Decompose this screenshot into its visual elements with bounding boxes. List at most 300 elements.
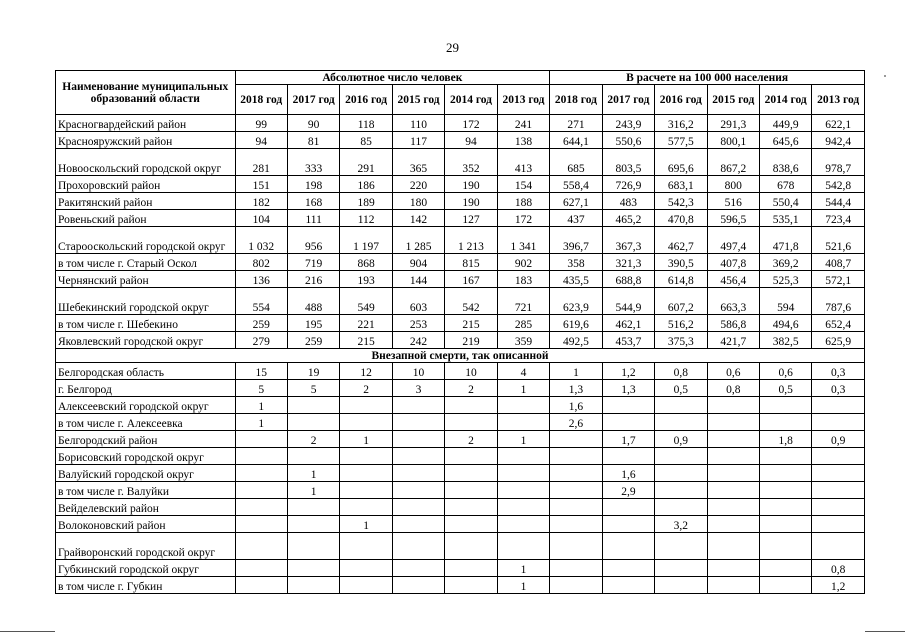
- row-name: Красногвардейский район: [56, 115, 236, 132]
- cell-value: 375,3: [655, 332, 707, 349]
- cell-value: 942,4: [812, 132, 865, 149]
- cell-value: 104: [235, 210, 287, 227]
- table-row: [56, 149, 865, 176]
- cell-value: [445, 465, 497, 482]
- cell-value: 558,4: [550, 176, 602, 193]
- cell-value: 1 032: [235, 227, 287, 254]
- row-name: Борисовский городской округ: [56, 448, 236, 465]
- cell-value: 359: [497, 332, 550, 349]
- cell-value: 0,3: [812, 380, 865, 397]
- cell-value: 607,2: [655, 288, 707, 315]
- cell-value: [392, 431, 444, 448]
- row-name: Ракитянский район: [56, 193, 236, 210]
- cell-value: 902: [497, 254, 550, 271]
- table-row: [56, 193, 865, 210]
- cell-value: 1,3: [602, 380, 654, 397]
- cell-value: [550, 533, 602, 560]
- cell-value: [340, 577, 392, 594]
- cell-value: 215: [445, 315, 497, 332]
- cell-value: [759, 397, 811, 414]
- cell-value: [340, 448, 392, 465]
- cell-value: 1: [235, 397, 287, 414]
- cell-value: 85: [340, 132, 392, 149]
- cell-value: 652,4: [812, 315, 865, 332]
- cell-value: 978,7: [812, 149, 865, 176]
- row-name: Новооскольский городской округ: [56, 149, 236, 176]
- cell-value: 390,5: [655, 254, 707, 271]
- cell-value: [235, 577, 287, 594]
- cell-value: 408,7: [812, 254, 865, 271]
- cell-value: 365: [392, 149, 444, 176]
- cell-value: 0,3: [812, 363, 865, 380]
- cell-value: 800,1: [707, 132, 759, 149]
- cell-value: 2: [445, 380, 497, 397]
- cell-value: [340, 465, 392, 482]
- year-header: 2013 год: [497, 85, 550, 115]
- row-name: Краснояружский район: [56, 132, 236, 149]
- cell-value: 291: [340, 149, 392, 176]
- cell-value: 586,8: [707, 315, 759, 332]
- cell-value: 180: [392, 193, 444, 210]
- cell-value: 867,2: [707, 149, 759, 176]
- cell-value: 271: [550, 115, 602, 132]
- cell-value: 3,2: [655, 516, 707, 533]
- cell-value: 0,5: [655, 380, 707, 397]
- cell-value: 94: [235, 132, 287, 149]
- cell-value: 253: [392, 315, 444, 332]
- cell-value: 2: [287, 431, 339, 448]
- cell-value: 465,2: [602, 210, 654, 227]
- cell-value: 19: [287, 363, 339, 380]
- cell-value: [497, 414, 550, 431]
- cell-value: [497, 516, 550, 533]
- cell-value: [602, 397, 654, 414]
- cell-value: 1: [497, 560, 550, 577]
- cell-value: 12: [340, 363, 392, 380]
- cell-value: 462,1: [602, 315, 654, 332]
- table-row: [56, 560, 865, 577]
- cell-value: [235, 431, 287, 448]
- cell-value: 190: [445, 176, 497, 193]
- row-name: Белгородская область: [56, 363, 236, 380]
- year-header: 2018 год: [235, 85, 287, 115]
- cell-value: [235, 560, 287, 577]
- table-row: [56, 363, 865, 380]
- cell-value: 421,7: [707, 332, 759, 349]
- cell-value: 0,8: [707, 380, 759, 397]
- cell-value: [445, 577, 497, 594]
- cell-value: 470,8: [655, 210, 707, 227]
- cell-value: 815: [445, 254, 497, 271]
- cell-value: [550, 499, 602, 516]
- table-row: [56, 288, 865, 315]
- cell-value: [392, 448, 444, 465]
- cell-value: [235, 482, 287, 499]
- cell-value: 904: [392, 254, 444, 271]
- cell-value: [340, 414, 392, 431]
- cell-value: [445, 516, 497, 533]
- cell-value: 4: [497, 363, 550, 380]
- cell-value: 291,3: [707, 115, 759, 132]
- cell-value: 542,8: [812, 176, 865, 193]
- cell-value: 483: [602, 193, 654, 210]
- year-header: 2015 год: [707, 85, 759, 115]
- cell-value: [497, 448, 550, 465]
- cell-value: 723,4: [812, 210, 865, 227]
- cell-value: [392, 577, 444, 594]
- table-row: [56, 115, 865, 132]
- row-name: Вейделевский район: [56, 499, 236, 516]
- row-name: Яковлевский городской округ: [56, 332, 236, 349]
- table-row: [56, 332, 865, 349]
- table-row: [56, 397, 865, 414]
- row-name: Ровеньский район: [56, 210, 236, 227]
- row-name: Шебекинский городской округ: [56, 288, 236, 315]
- cell-value: 198: [287, 176, 339, 193]
- cell-value: 449,9: [759, 115, 811, 132]
- cell-value: [550, 516, 602, 533]
- cell-value: [445, 560, 497, 577]
- row-name: в том числе г. Губкин: [56, 577, 236, 594]
- table-row: [56, 176, 865, 193]
- row-name: Алексеевский городской округ: [56, 397, 236, 414]
- table-row: [56, 431, 865, 448]
- cell-value: [655, 499, 707, 516]
- cell-value: 550,4: [759, 193, 811, 210]
- cell-value: 619,6: [550, 315, 602, 332]
- row-name: в том числе г. Валуйки: [56, 482, 236, 499]
- cell-value: 112: [340, 210, 392, 227]
- cell-value: 111: [287, 210, 339, 227]
- cell-value: [707, 431, 759, 448]
- row-name: Губкинский городской округ: [56, 560, 236, 577]
- cell-value: 0,8: [655, 363, 707, 380]
- year-header: 2016 год: [655, 85, 707, 115]
- cell-value: 838,6: [759, 149, 811, 176]
- row-name: в том числе г. Шебекино: [56, 315, 236, 332]
- cell-value: [287, 560, 339, 577]
- cell-value: 1: [340, 516, 392, 533]
- cell-value: 435,5: [550, 271, 602, 288]
- table-row: [56, 465, 865, 482]
- cell-value: 172: [497, 210, 550, 227]
- cell-value: [812, 499, 865, 516]
- cell-value: 695,6: [655, 149, 707, 176]
- cell-value: [550, 577, 602, 594]
- cell-value: 151: [235, 176, 287, 193]
- cell-value: 195: [287, 315, 339, 332]
- cell-value: 1: [235, 414, 287, 431]
- cell-value: 285: [497, 315, 550, 332]
- table-row: [56, 210, 865, 227]
- cell-value: 2: [340, 380, 392, 397]
- bottom-rule-left: [0, 631, 55, 632]
- cell-value: 1: [340, 431, 392, 448]
- cell-value: 1 285: [392, 227, 444, 254]
- cell-value: 471,8: [759, 227, 811, 254]
- cell-value: 188: [497, 193, 550, 210]
- cell-value: [707, 482, 759, 499]
- cell-value: [497, 533, 550, 560]
- row-name: Белгородский район: [56, 431, 236, 448]
- cell-value: 1: [497, 577, 550, 594]
- cell-value: [707, 448, 759, 465]
- cell-value: 144: [392, 271, 444, 288]
- cell-value: [759, 448, 811, 465]
- cell-value: 2,9: [602, 482, 654, 499]
- cell-value: [392, 560, 444, 577]
- cell-value: 572,1: [812, 271, 865, 288]
- cell-value: [287, 448, 339, 465]
- cell-value: [235, 516, 287, 533]
- cell-value: 215: [340, 332, 392, 349]
- cell-value: 0,8: [812, 560, 865, 577]
- cell-value: 1: [287, 482, 339, 499]
- cell-value: 1,8: [759, 431, 811, 448]
- cell-value: 367,3: [602, 227, 654, 254]
- cell-value: 456,4: [707, 271, 759, 288]
- cell-value: [707, 414, 759, 431]
- cell-value: [707, 397, 759, 414]
- cell-value: [707, 465, 759, 482]
- cell-value: 0,9: [812, 431, 865, 448]
- row-name: Чернянский район: [56, 271, 236, 288]
- cell-value: [602, 577, 654, 594]
- cell-value: [759, 499, 811, 516]
- cell-value: 110: [392, 115, 444, 132]
- cell-value: 802: [235, 254, 287, 271]
- cell-value: 0,9: [655, 431, 707, 448]
- cell-value: [445, 499, 497, 516]
- header-per-100k: В расчете на 100 000 населения: [550, 71, 865, 85]
- cell-value: 678: [759, 176, 811, 193]
- cell-value: 719: [287, 254, 339, 271]
- cell-value: [497, 499, 550, 516]
- table-row: [56, 577, 865, 594]
- cell-value: 549: [340, 288, 392, 315]
- table-row: [56, 448, 865, 465]
- cell-value: 321,3: [602, 254, 654, 271]
- year-header: 2013 год: [812, 85, 865, 115]
- cell-value: [602, 448, 654, 465]
- cell-value: [550, 431, 602, 448]
- cell-value: 1 213: [445, 227, 497, 254]
- cell-value: 603: [392, 288, 444, 315]
- table-row: [56, 315, 865, 332]
- cell-value: 645,6: [759, 132, 811, 149]
- row-name: в том числе г. Старый Оскол: [56, 254, 236, 271]
- table-row: [56, 132, 865, 149]
- cell-value: [655, 397, 707, 414]
- cell-value: [759, 482, 811, 499]
- cell-value: [812, 448, 865, 465]
- cell-value: [445, 448, 497, 465]
- cell-value: 1,6: [602, 465, 654, 482]
- cell-value: [655, 414, 707, 431]
- table-row: [56, 533, 865, 560]
- cell-value: [392, 499, 444, 516]
- cell-value: 221: [340, 315, 392, 332]
- cell-value: [602, 516, 654, 533]
- cell-value: [550, 560, 602, 577]
- cell-value: 138: [497, 132, 550, 149]
- cell-value: [392, 482, 444, 499]
- cell-value: 1,2: [602, 363, 654, 380]
- table-row: [56, 271, 865, 288]
- cell-value: 127: [445, 210, 497, 227]
- cell-value: 488: [287, 288, 339, 315]
- cell-value: [287, 577, 339, 594]
- cell-value: [445, 482, 497, 499]
- cell-value: 644,1: [550, 132, 602, 149]
- cell-value: [392, 533, 444, 560]
- cell-value: 577,5: [655, 132, 707, 149]
- year-header: 2015 год: [392, 85, 444, 115]
- statistics-table: [55, 70, 865, 594]
- cell-value: 516,2: [655, 315, 707, 332]
- table-row: [56, 380, 865, 397]
- cell-value: 594: [759, 288, 811, 315]
- table-row: [56, 499, 865, 516]
- cell-value: 407,8: [707, 254, 759, 271]
- cell-value: [287, 414, 339, 431]
- cell-value: 803,5: [602, 149, 654, 176]
- cell-value: 118: [340, 115, 392, 132]
- cell-value: 437: [550, 210, 602, 227]
- table-row: [56, 414, 865, 431]
- section-title: Внезапной смерти, так описанной: [56, 349, 865, 363]
- cell-value: 462,7: [655, 227, 707, 254]
- cell-value: [707, 560, 759, 577]
- cell-value: 1 341: [497, 227, 550, 254]
- cell-value: [707, 499, 759, 516]
- row-name: Волоконовский район: [56, 516, 236, 533]
- cell-value: 5: [235, 380, 287, 397]
- cell-value: 0,6: [759, 363, 811, 380]
- cell-value: [602, 499, 654, 516]
- cell-value: 142: [392, 210, 444, 227]
- cell-value: 168: [287, 193, 339, 210]
- row-name: Прохоровский район: [56, 176, 236, 193]
- cell-value: 492,5: [550, 332, 602, 349]
- cell-value: [550, 448, 602, 465]
- table-row: [56, 227, 865, 254]
- cell-value: 1 197: [340, 227, 392, 254]
- cell-value: [602, 560, 654, 577]
- cell-value: [235, 499, 287, 516]
- cell-value: 542,3: [655, 193, 707, 210]
- cell-value: 535,1: [759, 210, 811, 227]
- cell-value: [812, 397, 865, 414]
- cell-value: 0,5: [759, 380, 811, 397]
- cell-value: 358: [550, 254, 602, 271]
- cell-value: 193: [340, 271, 392, 288]
- cell-value: 1: [550, 363, 602, 380]
- cell-value: 352: [445, 149, 497, 176]
- cell-value: 622,1: [812, 115, 865, 132]
- cell-value: 544,4: [812, 193, 865, 210]
- cell-value: [602, 533, 654, 560]
- year-header: 2017 год: [287, 85, 339, 115]
- cell-value: [392, 414, 444, 431]
- cell-value: 94: [445, 132, 497, 149]
- cell-value: 259: [287, 332, 339, 349]
- row-name: в том числе г. Алексеевка: [56, 414, 236, 431]
- cell-value: 189: [340, 193, 392, 210]
- header-absolute: Абсолютное число человек: [235, 71, 550, 85]
- cell-value: 99: [235, 115, 287, 132]
- cell-value: 10: [445, 363, 497, 380]
- bottom-rule-right: [865, 631, 905, 632]
- cell-value: [602, 414, 654, 431]
- cell-value: [340, 499, 392, 516]
- cell-value: 2,6: [550, 414, 602, 431]
- header-name: Наименование муниципальных образований области: [56, 71, 236, 115]
- cell-value: [655, 448, 707, 465]
- table-row: [56, 482, 865, 499]
- row-name: Грайворонский городской округ: [56, 533, 236, 560]
- cell-value: [445, 397, 497, 414]
- cell-value: 542: [445, 288, 497, 315]
- cell-value: [235, 465, 287, 482]
- cell-value: 623,9: [550, 288, 602, 315]
- cell-value: 154: [497, 176, 550, 193]
- cell-value: [759, 465, 811, 482]
- cell-value: [287, 397, 339, 414]
- cell-value: 136: [235, 271, 287, 288]
- cell-value: [287, 533, 339, 560]
- cell-value: [287, 499, 339, 516]
- cell-value: 663,3: [707, 288, 759, 315]
- cell-value: 683,1: [655, 176, 707, 193]
- cell-value: 614,8: [655, 271, 707, 288]
- cell-value: [707, 577, 759, 594]
- cell-value: [812, 482, 865, 499]
- cell-value: [812, 414, 865, 431]
- page-number: 29: [446, 40, 459, 55]
- cell-value: 241: [497, 115, 550, 132]
- cell-value: 316,2: [655, 115, 707, 132]
- cell-value: [287, 516, 339, 533]
- cell-value: 1: [497, 380, 550, 397]
- cell-value: 1: [287, 465, 339, 482]
- cell-value: 281: [235, 149, 287, 176]
- cell-value: 1,6: [550, 397, 602, 414]
- cell-value: [550, 465, 602, 482]
- cell-value: [655, 560, 707, 577]
- row-name: Валуйский городской округ: [56, 465, 236, 482]
- cell-value: 554: [235, 288, 287, 315]
- cell-value: 596,5: [707, 210, 759, 227]
- cell-value: [812, 533, 865, 560]
- cell-value: 1,3: [550, 380, 602, 397]
- cell-value: 1,7: [602, 431, 654, 448]
- cell-value: 186: [340, 176, 392, 193]
- cell-value: 242: [392, 332, 444, 349]
- cell-value: [340, 482, 392, 499]
- cell-value: 396,7: [550, 227, 602, 254]
- cell-value: 516: [707, 193, 759, 210]
- year-header: 2014 год: [445, 85, 497, 115]
- year-header: 2014 год: [759, 85, 811, 115]
- cell-value: 453,7: [602, 332, 654, 349]
- cell-value: 868: [340, 254, 392, 271]
- cell-value: [707, 533, 759, 560]
- cell-value: 15: [235, 363, 287, 380]
- cell-value: 3: [392, 380, 444, 397]
- table-row: [56, 516, 865, 533]
- cell-value: 190: [445, 193, 497, 210]
